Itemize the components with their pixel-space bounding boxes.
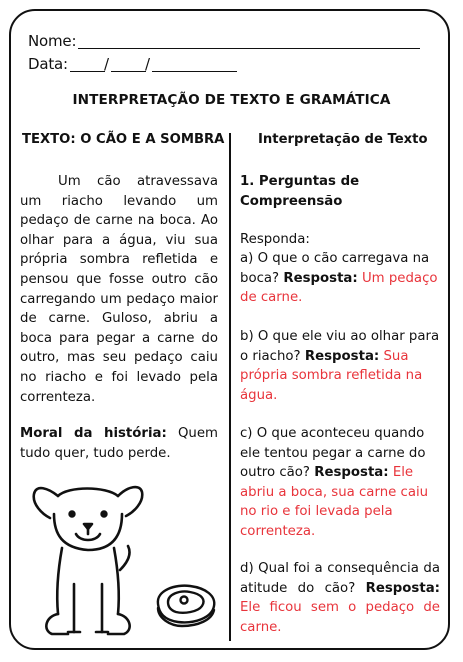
question-text: c) O que aconteceu quando ele tentou pegar a carne do outro cão? — [240, 426, 426, 481]
answer-label: Resposta: — [365, 580, 440, 596]
answer-text: Um pedaço de carne. — [240, 270, 438, 306]
column-divider — [229, 133, 231, 641]
answer-text: Ele abriu a boca, sua carne caiu no rio e foi levada pela correnteza. — [240, 465, 429, 539]
moral-label: Moral da história: — [20, 426, 167, 441]
story-text — [20, 172, 218, 407]
date-month-line[interactable] — [111, 71, 146, 72]
question-text: a) O que o cão carregava na boca? — [240, 251, 430, 286]
date-year-line[interactable] — [152, 71, 237, 72]
page-title: INTERPRETAÇÃO DE TEXTO E GRAMÁTICA — [72, 92, 391, 108]
name-label: Nome: — [28, 32, 77, 50]
question-text: d) Qual foi a consequência da atitude do cão? — [240, 561, 440, 596]
question-text: b) O que ele viu ao olhar para o riacho? — [240, 329, 440, 364]
story-heading: TEXTO: O CÃO E A SOMBRA — [22, 132, 225, 147]
date-day-line[interactable] — [70, 71, 105, 72]
answer-text: Sua própria sombra refletida na água. — [240, 348, 423, 403]
dog-illustration — [28, 474, 148, 640]
answer-label: Resposta: — [304, 348, 380, 364]
interpretation-heading: Interpretação de Texto — [258, 132, 428, 147]
date-separator: / — [145, 55, 150, 73]
instruction: Responda: — [240, 232, 310, 247]
moral-text: Quem tudo quer, tudo perde. — [20, 426, 218, 461]
answer-label: Resposta: — [314, 465, 389, 481]
answer-label: Resposta: — [283, 270, 358, 286]
answer-text: Ele ficou sem o pedaço de carne. — [240, 600, 440, 635]
section-title — [240, 172, 440, 211]
story-paragraph: Um cão atravessava um riacho levando um pedaço de carne na boca. Ao olhar para a água, viu sua própria sombra refletida e pensou que fosse outro cão carregando um pedaço maior de carne. Guloso, abriu a boca para pegar a carne do outro, mas seu pedaço caiu no riacho e foi levado pela correnteza. — [20, 174, 218, 405]
question-c — [240, 424, 440, 542]
section-title-text: 1. Perguntas de Compreensão — [240, 174, 360, 209]
moral — [20, 424, 218, 463]
question-b — [240, 327, 440, 405]
date-label: Data: — [28, 55, 68, 73]
question-a — [240, 249, 440, 308]
question-d — [240, 559, 440, 637]
meat-steak-illustration — [150, 580, 220, 630]
date-separator: / — [104, 55, 109, 73]
name-input-line[interactable] — [78, 48, 420, 49]
